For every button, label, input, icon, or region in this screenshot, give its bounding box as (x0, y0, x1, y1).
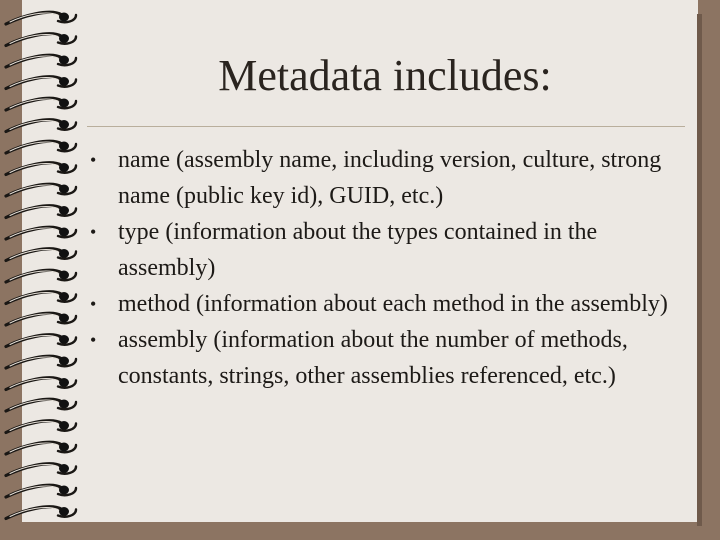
binding-hole (59, 120, 69, 129)
bullet-text: assembly (information about the number of methods, constants, strings, other assemblies referenced, etc.) (118, 327, 628, 389)
binding-hole (59, 357, 69, 366)
binding-hole (59, 185, 69, 194)
bullet-item (90, 214, 690, 286)
binding-hole (59, 34, 69, 43)
page-shadow (697, 14, 702, 526)
bullet-dot: • (90, 150, 97, 170)
binding-hole (59, 163, 69, 172)
bullet-dot: • (90, 330, 97, 350)
binding-hole (59, 13, 69, 22)
bullet-dot: • (90, 222, 97, 242)
binding-hole (59, 400, 69, 409)
binding-hole (59, 228, 69, 237)
binding-hole (59, 335, 69, 344)
binding-hole (59, 486, 69, 495)
binding-hole (59, 443, 69, 452)
binding-hole (59, 249, 69, 258)
binding-hole (59, 421, 69, 430)
slide-title: Metadata includes: (218, 51, 552, 100)
binding-hole (59, 378, 69, 387)
title-rule (87, 126, 685, 127)
bullet-item (90, 286, 690, 322)
binding-hole (59, 292, 69, 301)
spiral-binding-icon (0, 0, 90, 540)
binding-hole (59, 206, 69, 215)
bullet-text: name (assembly name, including version, culture, strong name (public key id), GUID, etc.) (118, 147, 662, 209)
binding-hole (59, 464, 69, 473)
binding-hole (59, 77, 69, 86)
bullet-text: method (information about each method in the assembly) (118, 291, 668, 317)
bullet-list (90, 142, 690, 394)
binding-hole (59, 507, 69, 516)
binding-hole (59, 142, 69, 151)
bullet-dot: • (90, 294, 97, 314)
binding-hole (59, 271, 69, 280)
binding-hole (59, 56, 69, 65)
binding-hole (59, 99, 69, 108)
binding-hole (59, 314, 69, 323)
bullet-item (90, 142, 690, 214)
bullet-item (90, 322, 690, 394)
bullet-text: type (information about the types contained in the assembly) (118, 219, 598, 281)
